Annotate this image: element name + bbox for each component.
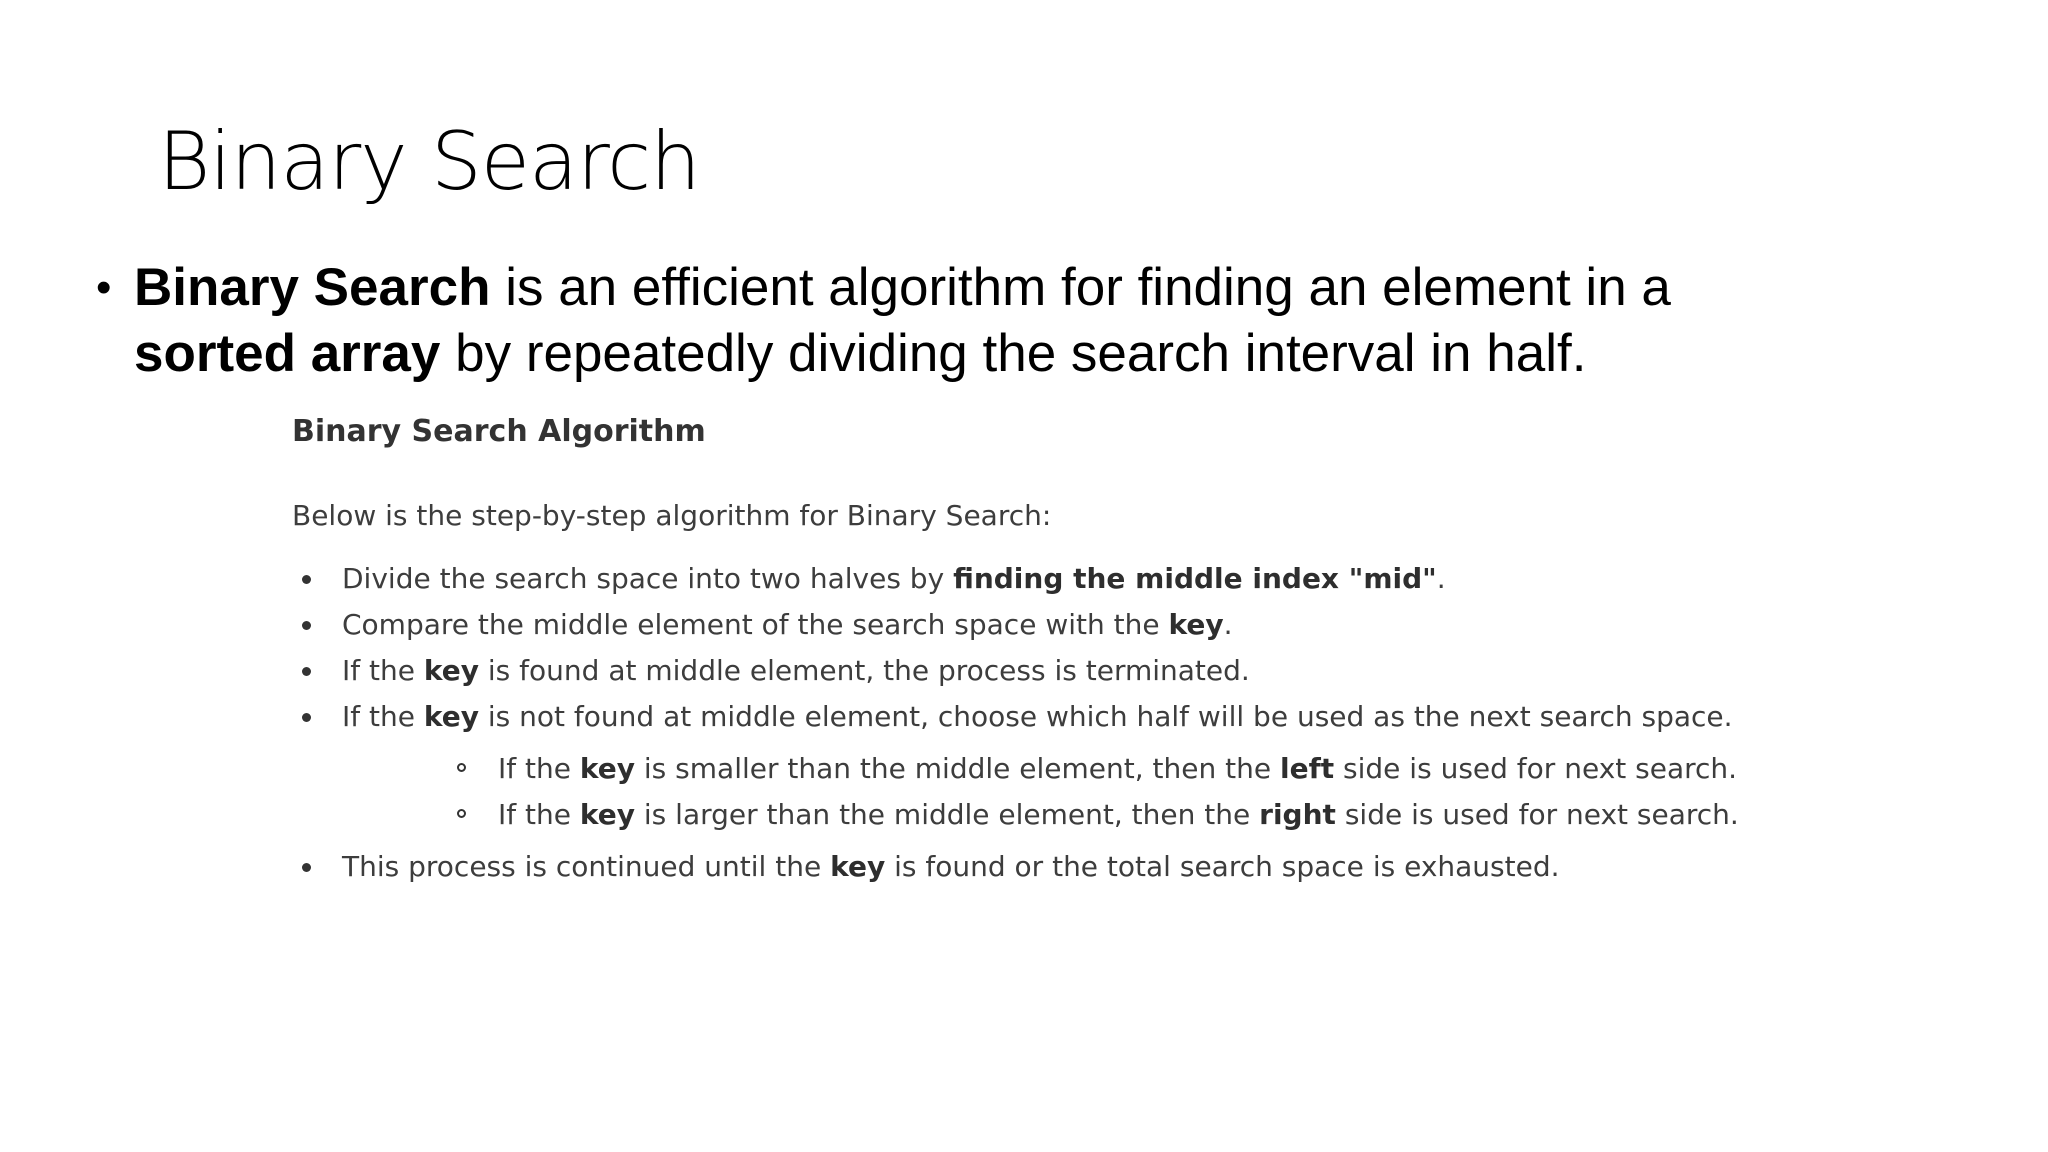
bullet-circle-icon — [457, 763, 466, 772]
bullet-text-part-1: is an efficient algorithm for finding an element in a — [490, 258, 1671, 317]
sub-list-item: If the key is larger than the middle element, then the right side is used for next search. — [342, 792, 1810, 838]
bullet-disc-icon — [302, 713, 311, 722]
algorithm-steps-list — [290, 556, 1810, 890]
main-bullet-text — [134, 255, 1796, 387]
bullet-disc-icon — [302, 667, 311, 676]
bold-term-sorted-array: sorted array — [134, 324, 441, 383]
main-bullet — [96, 255, 1796, 387]
embedded-algorithm-image — [290, 400, 1810, 890]
sub-list-item: If the key is smaller than the middle element, then the left side is used for next search. — [342, 746, 1810, 792]
bullet-dot-icon: • — [96, 263, 112, 312]
sub-steps-list — [342, 746, 1810, 838]
bullet-circle-icon — [457, 809, 466, 818]
bold-term-binary-search: Binary Search — [134, 258, 491, 317]
bullet-disc-icon — [302, 621, 311, 630]
list-item: Divide the search space into two halves by finding the middle index "mid". — [290, 556, 1810, 602]
list-item: This process is continued until the key is found or the total search space is exhausted. — [290, 844, 1810, 890]
slide-title: Binary Search — [158, 115, 700, 208]
algorithm-heading: Binary Search Algorithm — [292, 414, 706, 449]
list-item: If the key is not found at middle element, choose which half will be used as the next search space. If the key is smaller than the middle element, then the left side is used for next search. If the key is larger than the middle element, then the right side is used for next search. — [290, 694, 1810, 838]
list-item: Compare the middle element of the search space with the key. — [290, 602, 1810, 648]
bullet-disc-icon — [302, 575, 311, 584]
bullet-disc-icon — [302, 863, 311, 872]
list-item: If the key is found at middle element, the process is terminated. — [290, 648, 1810, 694]
algorithm-intro: Below is the step-by-step algorithm for Binary Search: — [292, 499, 1052, 532]
bullet-text-part-2: by repeatedly dividing the search interval in half. — [440, 324, 1587, 383]
